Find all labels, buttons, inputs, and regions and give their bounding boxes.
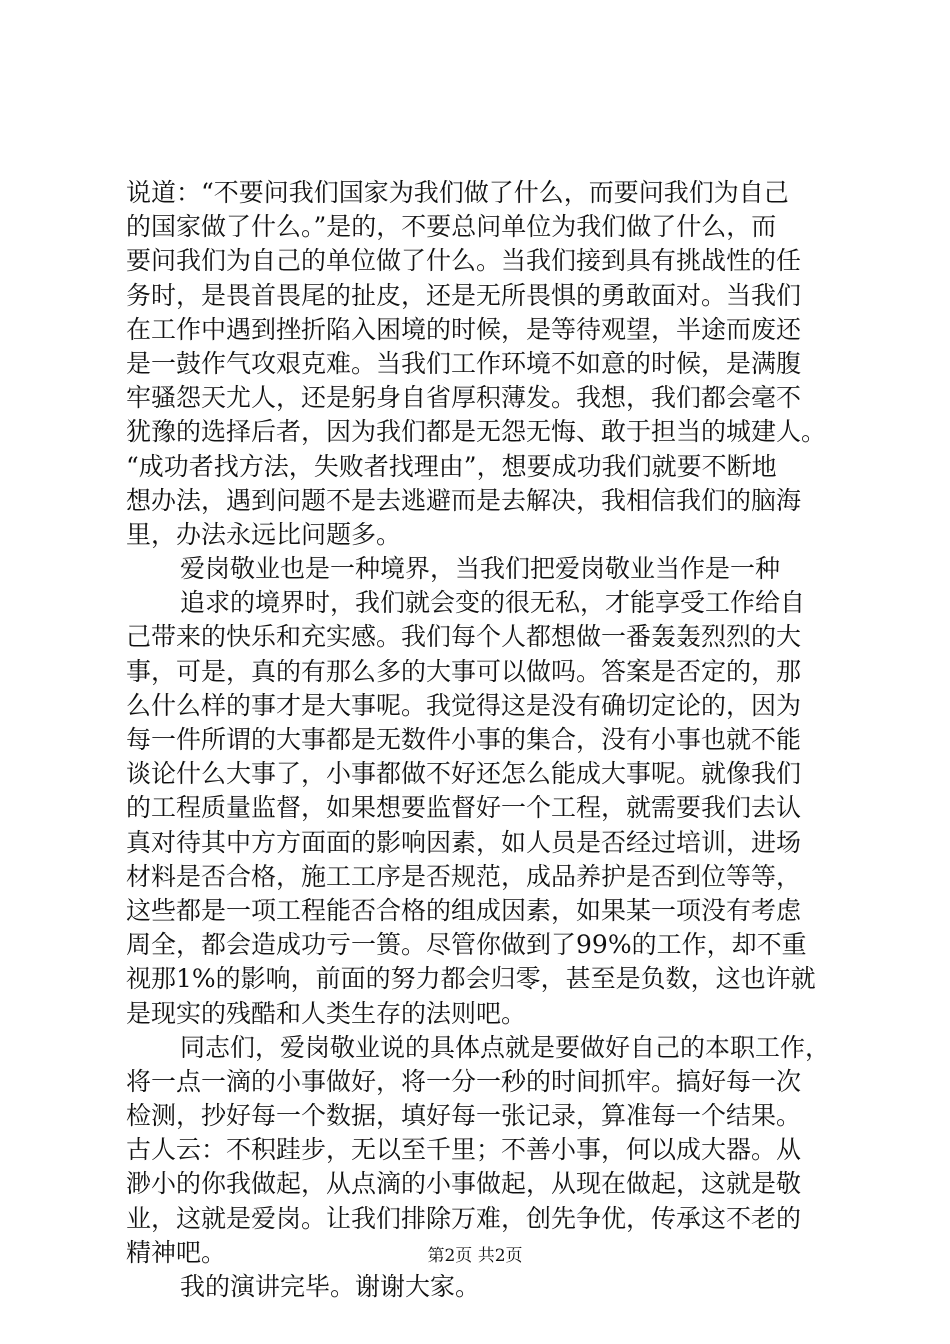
text-line: 是现实的残酷和人类生存的法则吧。 bbox=[126, 998, 527, 1028]
page-number-footer: 第2页 共2页 bbox=[427, 1246, 523, 1266]
text-line: 想办法，遇到问题不是去逃避而是去解决，我相信我们的脑海 bbox=[126, 485, 802, 515]
text-line: 说道：“不要问我们国家为我们做了什么，而要问我们为自己 bbox=[126, 178, 789, 207]
text-line: 己带来的快乐和充实感。我们每个人都想做一番轰轰烈烈的大 bbox=[126, 622, 802, 652]
text-line: 渺小的你我做起，从点滴的小事做起，从现在做起，这就是敬 bbox=[126, 1169, 802, 1199]
text-line: 里，办法永远比问题多。 bbox=[126, 519, 402, 549]
text-line: 业，这就是爱岗。让我们排除万难，创先争优，传承这不老的 bbox=[126, 1203, 802, 1233]
text-line: 犹豫的选择后者，因为我们都是无怨无悔、敢于担当的城建人。 bbox=[126, 417, 827, 447]
text-line: 要问我们为自己的单位做了什么。当我们接到具有挑战性的任 bbox=[126, 246, 802, 276]
text-line: 这些都是一项工程能否合格的组成因素，如果某一项没有考虑 bbox=[126, 895, 802, 925]
text-line: 务时，是畏首畏尾的扯皮，还是无所畏惧的勇敢面对。当我们 bbox=[126, 280, 802, 310]
text-line: 视那1%的影响，前面的努力都会归零，甚至是负数，这也许就 bbox=[126, 964, 816, 994]
text-line: 材料是否合格，施工工序是否规范，成品养护是否到位等等， bbox=[126, 861, 802, 891]
text-line: “成功者找方法，失败者找理由”，想要成功我们就要不断地 bbox=[126, 451, 777, 481]
text-line: 检测，抄好每一个数据，填好每一张记录，算准每一个结果。 bbox=[126, 1101, 802, 1131]
text-line: 牢骚怨天尤人，还是躬身自省厚积薄发。我想，我们都会毫不 bbox=[126, 383, 802, 413]
text-line: 的国家做了什么。”是的，不要总问单位为我们做了什么，而 bbox=[126, 212, 777, 242]
text-line: 精神吧。 bbox=[126, 1237, 227, 1267]
text-line: 追求的境界时，我们就会变的很无私，才能享受工作给自 bbox=[180, 588, 806, 618]
text-line: 古人云：不积跬步，无以至千里；不善小事，何以成大器。从 bbox=[126, 1135, 802, 1165]
paragraph-start-line: 爱岗敬业也是一种境界，当我们把爱岗敬业当作是一种 bbox=[180, 554, 781, 584]
text-line: 的工程质量监督，如果想要监督好一个工程，就需要我们去认 bbox=[126, 793, 802, 823]
text-line: 每一件所谓的大事都是无数件小事的集合，没有小事也就不能 bbox=[126, 725, 802, 754]
paragraph-start-line: 我的演讲完毕。谢谢大家。 bbox=[180, 1272, 481, 1301]
paragraph-start-line: 同志们，爱岗敬业说的具体点就是要做好自己的本职工作， bbox=[180, 1032, 831, 1062]
text-line: 谈论什么大事了，小事都做不好还怎么能成大事呢。就像我们 bbox=[126, 759, 802, 789]
document-body bbox=[126, 176, 838, 1304]
text-line: 事，可是，真的有那么多的大事可以做吗。答案是否定的，那 bbox=[126, 656, 802, 686]
text-line: 周全，都会造成功亏一篑。尽管你做到了99%的工作，却不重 bbox=[126, 930, 807, 960]
text-line: 在工作中遇到挫折陷入困境的时候，是等待观望，半途而废还 bbox=[126, 314, 802, 344]
text-line: 么什么样的事才是大事呢。我觉得这是没有确切定论的，因为 bbox=[126, 690, 802, 720]
text-line: 将一点一滴的小事做好，将一分一秒的时间抓牢。搞好每一次 bbox=[126, 1066, 802, 1096]
text-line: 真对待其中方方面面的影响因素，如人员是否经过培训，进场 bbox=[126, 827, 802, 857]
text-line: 是一鼓作气攻艰克难。当我们工作环境不如意的时候，是满腹 bbox=[126, 348, 802, 378]
